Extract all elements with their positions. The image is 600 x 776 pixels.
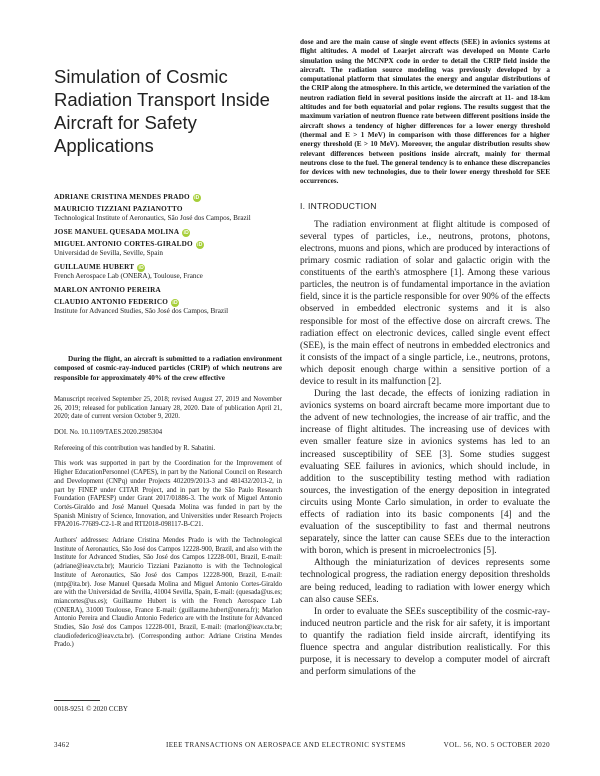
author-block <box>54 228 282 258</box>
author-affiliation: Universidad de Sevilla, Seville, Spain <box>54 249 163 257</box>
orcid-icon[interactable]: iD <box>194 194 200 201</box>
right-column <box>300 38 550 678</box>
page-number: 3462 <box>54 741 70 749</box>
author-name: MARLON ANTONIO PEREIRA <box>54 286 161 294</box>
author-affiliation: French Aerospace Lab (ONERA), Toulouse, France <box>54 272 203 280</box>
journal-name: IEEE TRANSACTIONS ON AEROSPACE AND ELECTRONIC SYSTEMS <box>166 741 406 749</box>
author-addresses: Authors' addresses: Adriane Cristina Mendes Prado is with the Technological Institute of Aeronautics, São José dos Campos 12228-900, Brazil, and also with the Institute for Advanced Studies, São José dos Campos 12228-001, Brazil, E-mail: (adriane@ieav.cta.br); Mauricio Tizziani Pazianotto is with the Technological Institute of Aeronautics, São José dos Campos 12228-900, Brazil, E-mail: (mtp@ita.br). Jose Manuel Quesada Molina and Miguel Antonio Cortes-Giraldo are with the Universidad de Sevilla, 41004 Sevilla, Spain, E-mail: (quesada@us.es; miancortes@us.es); Guillaume Hubert is with the French Aerospace Lab (ONERA), 31000 Toulouse, France E-mail: (guillaume.hubert@onera.fr); Marlon Antonio Pereira and Claudio Antonio Federico are with the Institute for Advanced Studies, São José dos Campos 12228-001, Brazil, E-mail: (marlon@ieav.cta.br; claudiofederico@ieav.cta.br). (Corresponding author: Adriane Cristina Mendes Prado.) <box>54 537 282 649</box>
author-name: MIGUEL ANTONIO CORTES-GIRALDO iD <box>54 240 203 248</box>
body-paragraph: During the last decade, the effects of ionizing radiation in avionics systems on board aircraft became more important due to the advent of new technologies, the increase of air traffic, and the increase of flight altitudes. The increasing use of devices with even smaller feature size in avionics systems has led to an increased susceptibility of SEE [3]. Some studies suggest evaluating SEE failures in avionics, which should include, in addition to the susceptibility testing method with radiation sources, the investigation of the energy deposition in integrated circuits using Monte Carlo simulation, in order to evaluate the effects of radiation into its basic components [4] and the evaluation of the susceptibility to fast and thermal neutrons separately, since the latter can cause SEEs due to the interaction with boron, which is present in microelectronics [5]. <box>300 389 550 557</box>
section-heading: I. INTRODUCTION <box>300 200 377 211</box>
paper-title: Simulation of Cosmic Radiation Transport Inside Aircraft for Safety Applications <box>54 66 270 156</box>
author-affiliation: Institute for Advanced Studies, São José dos Campos, Brazil <box>54 307 229 315</box>
refereeing-note: Refereeing of this contribution was handled by R. Sabatini. <box>54 444 216 452</box>
author-name: ADRIANE CRISTINA MENDES PRADO iD <box>54 193 200 201</box>
author-name: MAURICIO TIZZIANI PAZIANOTTO <box>54 205 183 213</box>
doi[interactable]: DOI. No. 10.1109/TAES.2020.2985304 <box>54 429 163 436</box>
copyright-line: 0018-9251 © 2020 CCBY <box>54 705 128 713</box>
orcid-icon[interactable]: iD <box>138 264 144 271</box>
funding-note: This work was supported in part by the Coordination for the Improvement of Higher EducationPersonnel (CAPES), in part by the National Council on Research and Development (CNPq) under Projects 402209/2013-3 and 481432/2013-2, in part by FINEP under CITAR Project, and in part by the São Paulo Research Foundation (FAPESP) under Grant 2017/01886-3. The work of Miguel Antonio Cortés-Giraldo and José Manuel Quesada Molina was funded in part by the Spanish Ministry of Science, Innovation, and Universities under Research Projects FPA2016-77689-C2-1-R and RTI2018-098117-B-C21. <box>54 460 282 529</box>
author-block <box>54 263 282 281</box>
orcid-icon[interactable]: iD <box>183 229 189 236</box>
author-affiliation: Technological Institute of Aeronautics, São José dos Campos, Brazil <box>54 214 251 222</box>
author-name: GUILLAUME HUBERT iD <box>54 263 144 271</box>
author-block <box>54 193 282 223</box>
body-paragraph: In order to evaluate the SEEs susceptibility of the cosmic-ray-induced neutron particle and the risk for air safety, it is important to quantify the radiation field inside aircraft, identifying its fluence spectra and angular distribution realistically. For this purpose, it is necessary to develop a computer model of aircraft and perform simulations of the <box>300 606 550 678</box>
abstract-continued: dose and are the main cause of single event effects (SEE) in avionics systems at flight altitudes. A model of Learjet aircraft was developed on Monte Carlo simulation using the MCNPX code in order to detail the CRIP field inside the aircraft. The radiation source modeling was previously developed by a computational platform that simulates the energy and angular distributions of the CRIP along the atmosphere. In this article, we determined the variation of the neutron radiation field in several positions inside the aircraft at 11- and 18-km altitudes and for both equatorial and polar regions. The results suggest that the maximum variation of neutron fluence rate between different positions inside the aircraft shows a tendency of higher differences for a lower energy threshold (thermal and E > 1 MeV) in comparison with those differences for a higher energy threshold (E > 10 MeV). Moreover, the angular distribution results show relevant differences between positions inside aircraft, mainly for thermal neutrons close to the fuel. The general tendency is to enhance these discrepancies for devices with new technologies, due to their lower energy threshold for SEE occurrences. <box>300 38 551 186</box>
footnote-divider <box>54 700 100 701</box>
volume-issue: VOL. 56, NO. 5 OCTOBER 2020 <box>443 741 550 749</box>
author-list <box>54 193 282 316</box>
author-block <box>54 286 282 316</box>
body-paragraph: The radiation environment at flight altitude is composed of several types of particles, i.e., neutrons, protons, photons, electrons, muons and pions, which are produced by interactions of primary cosmic radiation of solar and galactic origin with the constituents of the earth's atmosphere [1]. Among these various particles, the neutron is of fundamental importance in the aviation field, since it is the particle responsible for over 90% of the effects observed in embedded electronic systems and it is also responsible for most of the effective dose on aircraft crews. The radiation effect on electronic devices, called single event effect (SEE), is the main effect of neutrons in embedded electronics and it consists of the impact of a single particle, i.e., neutrons, protons, which deposit enough charge within a sensitive portion of a device to result in its malfunction [2]. <box>300 219 550 387</box>
author-name: CLAUDIO ANTONIO FEDERICO iD <box>54 298 178 306</box>
orcid-icon[interactable]: iD <box>172 299 178 306</box>
manuscript-dates: Manuscript received September 25, 2018; revised August 27, 2019 and November 26, 2019; released for publication January 28, 2020. Date of publication April 21, 2020; date of current version October 9, 2020. <box>54 395 282 421</box>
left-column <box>54 38 282 657</box>
orcid-icon[interactable]: iD <box>197 241 203 248</box>
abstract-start: During the flight, an aircraft is submitted to a radiation environment composed of cosmic-ray-induced particles (CRIP) of which neutrons are responsible for approximately 40% of the crew effective <box>54 355 282 382</box>
body-paragraph: Although the miniaturization of devices represents some technological progress, the radiation energy deposition thresholds are being reduced, leading to radiation with lower energy which can also cause SEEs. <box>300 558 550 605</box>
author-name: JOSE MANUEL QUESADA MOLINA iD <box>54 228 189 236</box>
